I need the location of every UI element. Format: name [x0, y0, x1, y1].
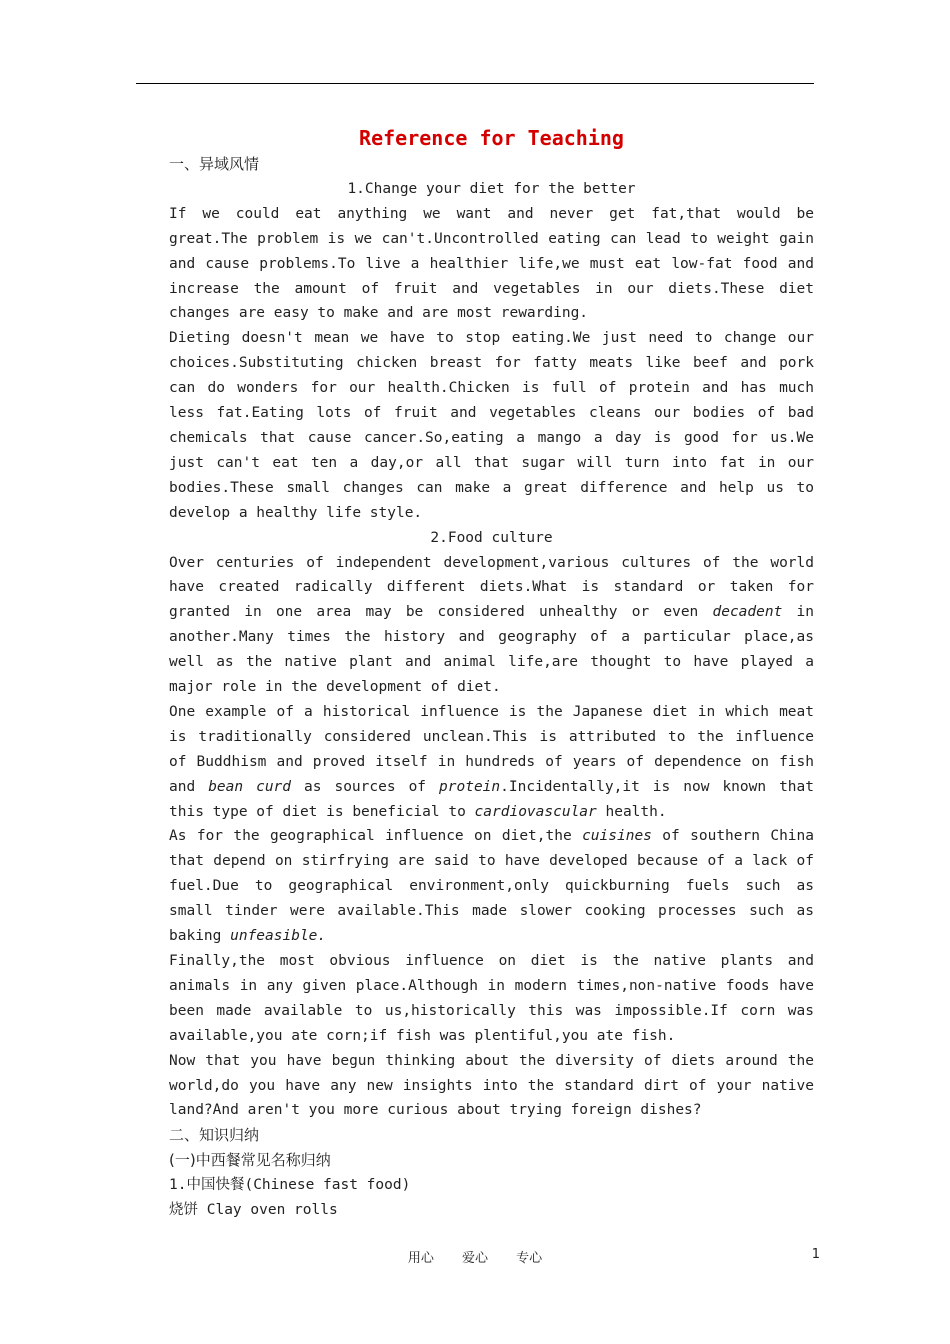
italic-term: cuisines: [582, 828, 652, 845]
footer-motto-word: 爱心: [461, 1251, 488, 1266]
page-number: 1: [811, 1247, 820, 1262]
text-run: Over centuries of independent development,various cultures of the world have created radically different diets.What is standard or taken for granted in one area may be considered unhealthy or even: [169, 554, 814, 621]
italic-term: protein: [439, 778, 501, 795]
article2-paragraph-5: Now that you have begun thinking about the diversity of diets around the world,do you have any new insights into the standard dirt of your native land?And aren't you more curious about trying foreign dishes?: [169, 1052, 814, 1119]
article1-paragraph-2: Dieting doesn't mean we have to stop eating.We just need to change our choices.Substituting chicken breast for fatty meats like beef and pork can do wonders for our health.Chicken is full of protein and has much less fat.Eating lots of fruit and vegetables cleans our bodies of bad chemicals that cause cancer.So,eating a mango a day is good for us.We just can't eat ten a day,or all that sugar will turn into fat in our bodies.These small changes can make a great difference and help us to develop a healthy life style.: [169, 330, 814, 521]
item1-entry: 烧饼 Clay oven rolls: [169, 1202, 338, 1219]
italic-term: cardiovascular: [474, 803, 597, 820]
subsection-heading: (一)中西餐常见名称归纳: [169, 1151, 331, 1170]
header-rule: [136, 83, 814, 84]
article2-paragraph-1: [169, 551, 814, 700]
italic-term: bean curd: [208, 778, 292, 795]
item1-heading: 1.中国快餐(Chinese fast food): [169, 1177, 411, 1194]
article2-heading: 2.Food culture: [430, 529, 553, 546]
text-run: One example of a historical influence is the Japanese diet in which meat is traditionally considered unclean.This is attributed to the influence of Buddhism and proved itself in hundreds of years of dependence on fish and: [169, 703, 814, 795]
text-run: as sources of: [291, 778, 440, 795]
footer-motto-word: 用心: [407, 1251, 434, 1266]
italic-term: decadent: [712, 604, 783, 621]
article2-paragraph-3: [169, 824, 814, 949]
italic-term: unfeasible.: [230, 928, 327, 945]
footer-motto-word: 专心: [516, 1251, 543, 1266]
text-run: of southern China that depend on stirfrying are said to have developed because of a lack of fuel.Due to geographical environment,only quickburning fuels such as small tinder were available.This made slower cooking processes such as baking: [169, 828, 814, 945]
section2-heading: 二、知识归纳: [169, 1126, 260, 1145]
text-run: health.: [596, 803, 667, 820]
article1-heading: 1.Change your diet for the better: [347, 180, 636, 197]
document-body: [169, 124, 814, 1223]
article1-paragraph-1: If we could eat anything we want and never get fat,that would be great.The problem is we can't.Uncontrolled eating can lead to weight gain and cause problems.To live a healthier life,we must eat low-fat food and increase the amount of fruit and vegetables in our diets.These diet changes are easy to make and are most rewarding.: [169, 205, 814, 322]
text-run: As for the geographical influence on diet,the: [169, 828, 583, 845]
article2-paragraph-2: [169, 700, 814, 825]
page-title: Reference for Teaching: [359, 126, 624, 150]
text-run: in another.Many times the history and geography of a particular place,as well as the native plant and animal life,are thought to have played a major role in the development of diet.: [169, 604, 814, 696]
article2-paragraph-4: Finally,the most obvious influence on diet is the native plants and animals in any given place.Although in modern times,non-native foods have been made available to us,historically this was impossible.If corn was available,you ate corn;if fish was plentiful,you ate fish.: [169, 953, 814, 1044]
text-run: .Incidentally,it is now known that this type of diet is beneficial to: [169, 778, 815, 820]
section1-heading: 一、异域风情: [169, 155, 260, 173]
